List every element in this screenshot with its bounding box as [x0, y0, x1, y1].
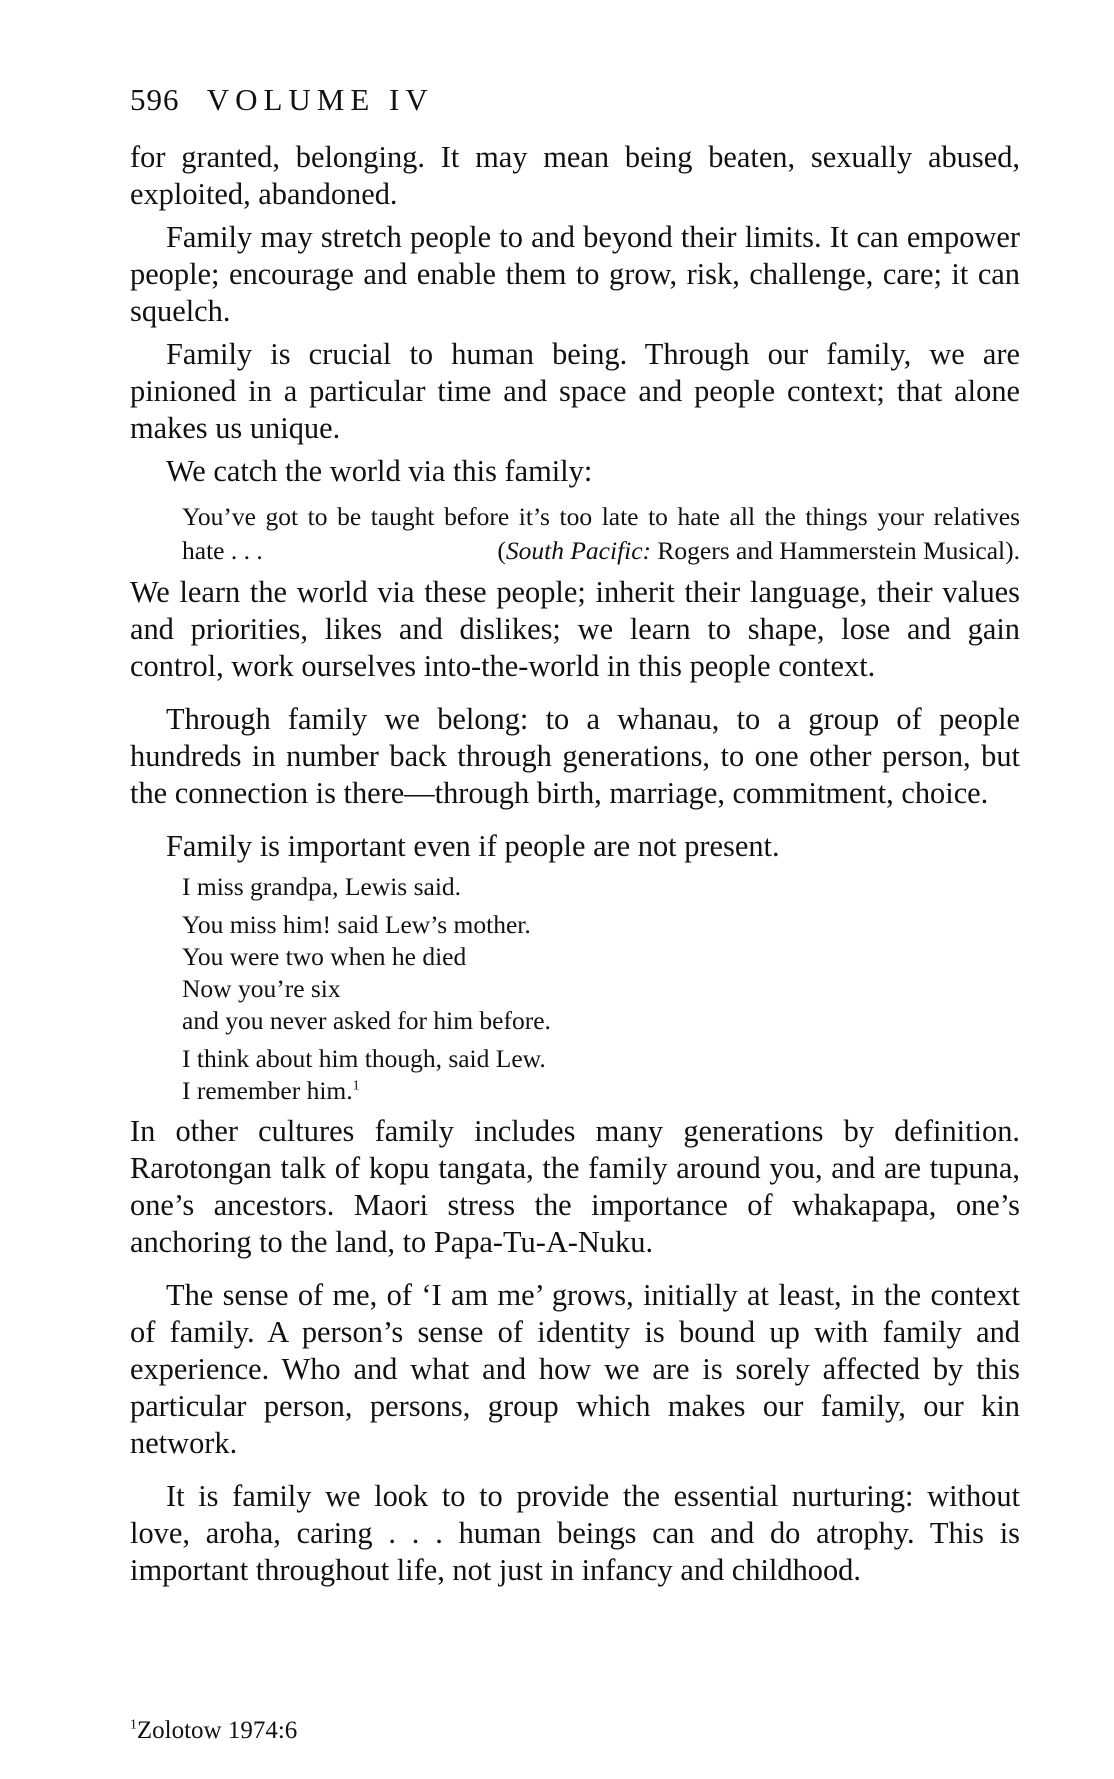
paragraph-belong: Through family we belong: to a whanau, to a group of people hundreds in number back through generations, to one other person, but the connection is there—through birth, marriage, commitment, choice.	[130, 702, 1020, 810]
poem-line: You were two when he died	[182, 942, 467, 971]
poem-line: You miss him! said Lew’s mother.	[182, 910, 531, 939]
poem-line: I miss grandpa, Lewis said.	[182, 872, 462, 901]
quote-source: (South Pacific: Rogers and Hammerstein Musical).	[497, 536, 1020, 565]
paragraph-nurturing: It is family we look to to provide the essential nurturing: without love, aroha, caring . . . human beings can and do atrophy. This is important throughout life, not just in infancy and childhood.	[130, 1479, 1020, 1587]
quote-source-title: South Pacific:	[505, 536, 652, 565]
poem	[182, 871, 1020, 1107]
poem-line: I think about him though, said Lew.	[182, 1044, 546, 1073]
poem-stanza	[182, 909, 1020, 1037]
paragraph-catch-world: We catch the world via this family:	[166, 454, 593, 488]
poem-stanza	[182, 1043, 1020, 1107]
paragraph-stretch: Family may stretch people to and beyond their limits. It can empower people; encourage and enable them to grow, risk, challenge, care; it can squelch.	[130, 220, 1020, 328]
block-quote	[182, 500, 1020, 568]
quote-text: You’ve got to be taught before it’s too late to hate all the things your relatives hate . . .	[182, 502, 1020, 565]
poem-line: and you never asked for him before.	[182, 1006, 551, 1035]
paragraph-crucial: Family is crucial to human being. Through our family, we are pinioned in a particular time and space and people context; that alone makes us unique.	[130, 337, 1020, 445]
poem-stanza	[182, 871, 1020, 903]
paragraph-sense-of-me: The sense of me, of ‘I am me’ grows, initially at least, in the context of family. A person’s sense of identity is bound up with family and experience. Who and what and how we are is sorely affected by this particular person, persons, group which makes our family, our kin network.	[130, 1278, 1020, 1460]
paragraph-learn-world: We learn the world via these people; inherit their language, their values and priorities, likes and dislikes; we learn to shape, lose and gain control, work ourselves into-the-world in this people context.	[130, 575, 1020, 683]
poem-line: Now you’re six	[182, 974, 341, 1003]
footnote-reference: 1	[352, 1078, 360, 1094]
poem-line-text: I remember him.	[182, 1076, 353, 1105]
paragraph-continued: for granted, belonging. It may mean being beaten, sexually abused, exploited, abandoned.	[130, 140, 1020, 211]
footnote-marker: 1	[130, 1716, 137, 1732]
quote-source-rest: Rogers and Hammerstein Musical).	[651, 536, 1020, 565]
page-number: 596	[130, 82, 180, 117]
paragraph-other-cultures: In other cultures family includes many generations by definition. Rarotongan talk of kopu tangata, the family around you, and are tupuna, one’s ancestors. Maori stress the importance of whakapapa, one’s anchoring to the land, to Papa-Tu-A-Nuku.	[130, 1114, 1020, 1259]
footnote-text: Zolotow 1974:6	[136, 1717, 298, 1744]
running-header	[130, 84, 1020, 115]
book-page	[130, 84, 1020, 1589]
paragraph-important: Family is important even if people are not present.	[166, 829, 780, 863]
poem-line-last	[182, 1075, 1020, 1107]
footnote	[130, 1718, 297, 1743]
volume-title: VOLUME IV	[206, 82, 434, 117]
